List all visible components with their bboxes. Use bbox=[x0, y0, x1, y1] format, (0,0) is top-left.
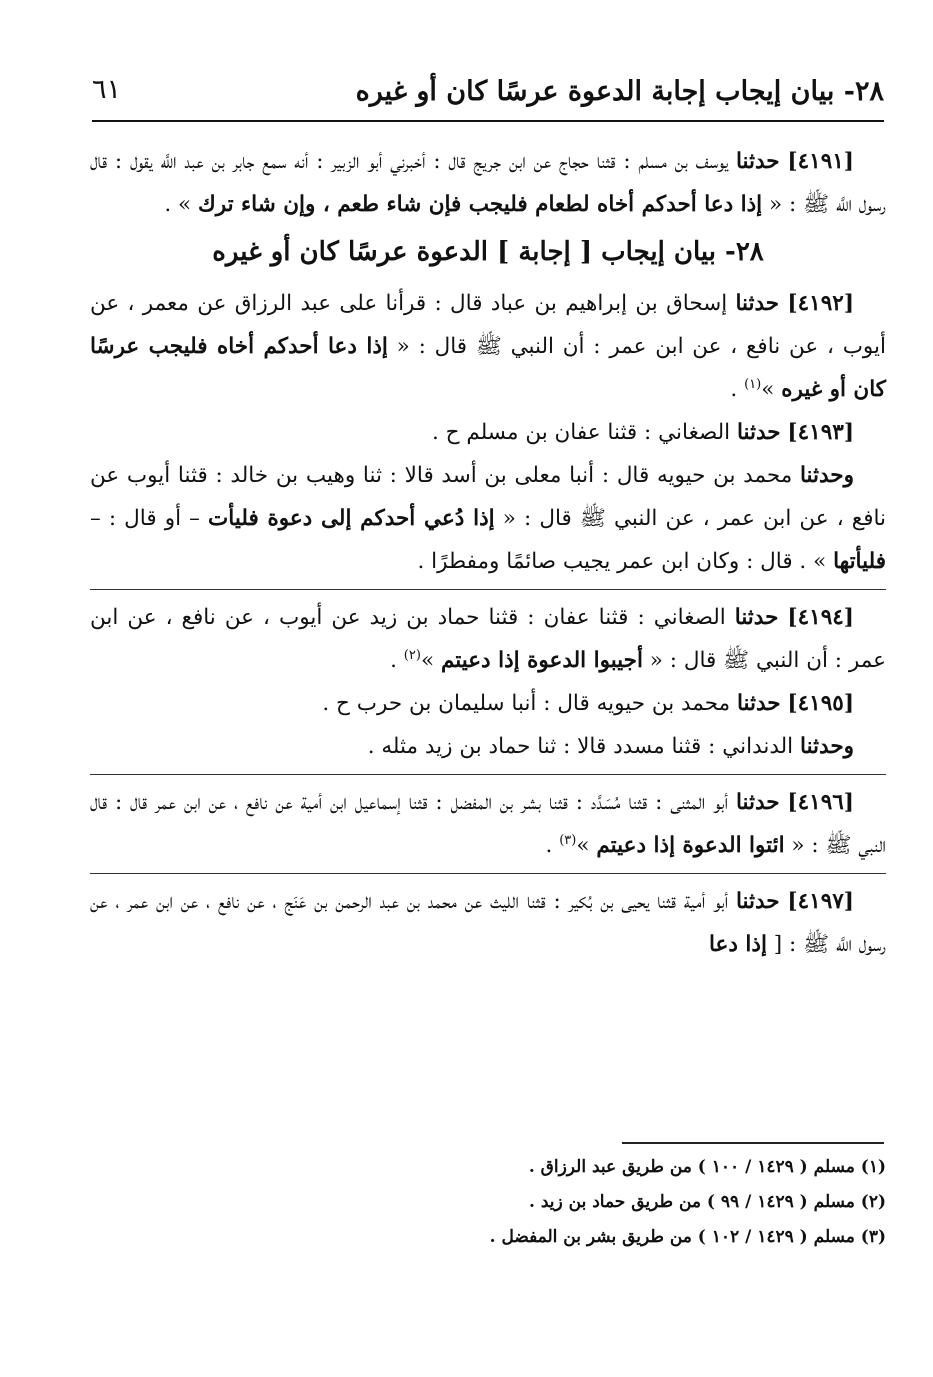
hadith-number: [٤١٩٣] bbox=[787, 420, 854, 445]
isnad-text: الصغاني : قثنا عفان بن مسلم ح . bbox=[432, 420, 731, 445]
closing-text: » . bbox=[164, 192, 192, 217]
narration-lead: حدثنا bbox=[736, 149, 780, 174]
hadith-4195 bbox=[90, 682, 886, 725]
main-text bbox=[90, 140, 886, 966]
matn-text: ائتوا الدعوة إذا دعيتم bbox=[596, 833, 785, 858]
paragraph-separator bbox=[90, 774, 886, 775]
isnad-text: إسحاق بن إبراهيم بن عباد قال : قرأنا على عبد الرزاق عن معمر ، عن أيوب ، عن نافع ، عن ابن عمر : أن النبي ﷺ قال : « bbox=[90, 291, 886, 359]
closing-dot: . bbox=[390, 648, 404, 673]
footnote-2: (٢) مسلم ( ١٤٢٩ / ٩٩ ) من طريق حماد بن زيد . bbox=[529, 1192, 886, 1212]
matn-text: إذا دعا أحدكم أخاه لطعام فليجب فإن شاء طعم ، وإن شاء ترك bbox=[197, 192, 763, 217]
paragraph-separator bbox=[90, 589, 886, 590]
narration-lead: حدثنا bbox=[735, 291, 780, 316]
narration-lead: حدثنا bbox=[736, 691, 781, 716]
narration-lead: وحدثنا bbox=[800, 463, 854, 488]
matn-text: أجيبوا الدعوة إذا دعيتم bbox=[440, 648, 643, 673]
narration-lead: حدثنا bbox=[736, 889, 780, 914]
isnad-text: أبو أمية قثنا يحيى بن بُكير : قثنا الليث عن محمد بن عبد الرحمن بن عَنَج ، عن نافع ، عن ابن عمر ، عن رسول اللَّه ﷺ : [ bbox=[90, 889, 886, 957]
closing-text: » bbox=[761, 377, 775, 402]
matn-text: إذا دعا أحدكم أخاه فليجب عرسًا كان أو غيره bbox=[90, 334, 886, 402]
closing-text: » . قال : وكان ابن عمر يجيب صائمًا ومفطرًا . bbox=[417, 549, 827, 574]
isnad-text: محمد بن حيويه قال : أنبا معلى بن أسد قالا : ثنا وهيب بن خالد : قثنا أيوب عن نافع ، عن ابن عمر ، عن النبي ﷺ قال : « bbox=[90, 463, 887, 531]
hadith-number: [٤١٩١] bbox=[787, 149, 854, 174]
narration-lead: حدثنا bbox=[734, 605, 779, 630]
hadith-number: [٤١٩٦] bbox=[787, 790, 854, 815]
matn-text-alt: فليأتها bbox=[833, 549, 886, 574]
footnotes bbox=[90, 1150, 886, 1255]
matn-text: إذا دعا bbox=[708, 932, 767, 957]
hadith-4196 bbox=[90, 781, 886, 867]
footnote-1: (١) مسلم ( ١٤٢٩ / ١٠٠ ) من طريق عبد الرزاق . bbox=[528, 1157, 886, 1177]
running-header bbox=[92, 70, 884, 122]
hadith-4195-alt-chain bbox=[90, 725, 886, 768]
hadith-4191 bbox=[90, 140, 886, 226]
hadith-4194 bbox=[90, 596, 886, 682]
narration-lead: حدثنا bbox=[735, 790, 780, 815]
page-number: ٦١ bbox=[92, 74, 122, 105]
isnad-text: يوسف بن مسلم : قثنا حجاج عن ابن جريج قال : أخبرني أبو الزبير : أنه سمع جابر بن عبد اللَّه يقول : قال رسول اللَّه ﷺ : « bbox=[90, 149, 886, 217]
hadith-4193 bbox=[90, 411, 886, 454]
hadith-number: [٤١٩٢] bbox=[787, 291, 854, 316]
header-title: ٢٨- بيان إيجاب إجابة الدعوة عرسًا كان أو غيره bbox=[355, 76, 884, 107]
matn-text: إذا دُعي أحدكم إلى دعوة فليأت bbox=[208, 506, 495, 531]
footnote-ref[interactable]: (١) bbox=[744, 376, 762, 392]
isnad-text: أبو المثنى : قثنا مُسَدَّد : قثنا بشر بن المفضل : قثنا إسماعيل ابن أمية عن نافع ، عن ابن عمر قال : قال النبي ﷺ : « bbox=[90, 790, 886, 858]
footnote-rule bbox=[622, 1142, 884, 1144]
isnad-text: الصغاني : قثنا عفان : قثنا حماد بن زيد عن أيوب ، عن نافع ، عن ابن عمر : أن النبي ﷺ قال : « bbox=[90, 605, 886, 673]
narration-lead: حدثنا bbox=[736, 420, 781, 445]
isnad-text: محمد بن حيويه قال : أنبا سليمان بن حرب ح . bbox=[322, 691, 731, 716]
hadith-number: [٤١٩٤] bbox=[787, 605, 854, 630]
footnote-ref[interactable]: (٢) bbox=[403, 647, 421, 663]
footnote-3: (٣) مسلم ( ١٤٢٩ / ١٠٢ ) من طريق بشر بن المفضل . bbox=[489, 1227, 886, 1247]
interjection-text: – أو قال : – bbox=[90, 506, 200, 531]
footnote-ref[interactable]: (٣) bbox=[559, 832, 577, 848]
paragraph-separator bbox=[90, 873, 886, 874]
closing-text: » bbox=[420, 648, 435, 673]
isnad-text: الدنداني : قثنا مسدد قالا : ثنا حماد بن زيد مثله . bbox=[367, 734, 794, 759]
hadith-4197 bbox=[90, 880, 886, 966]
closing-dot: . bbox=[730, 377, 745, 402]
hadith-number: [٤١٩٥] bbox=[787, 691, 854, 716]
narration-lead: وحدثنا bbox=[800, 734, 854, 759]
section-title: ٢٨- بيان إيجاب [ إجابة ] الدعوة عرسًا كان أو غيره bbox=[212, 237, 764, 267]
closing-dot: . bbox=[545, 833, 560, 858]
hadith-4193-alt-chain bbox=[90, 454, 886, 583]
closing-text: » bbox=[576, 833, 590, 858]
hadith-number: [٤١٩٧] bbox=[787, 889, 854, 914]
hadith-4192 bbox=[90, 282, 886, 411]
